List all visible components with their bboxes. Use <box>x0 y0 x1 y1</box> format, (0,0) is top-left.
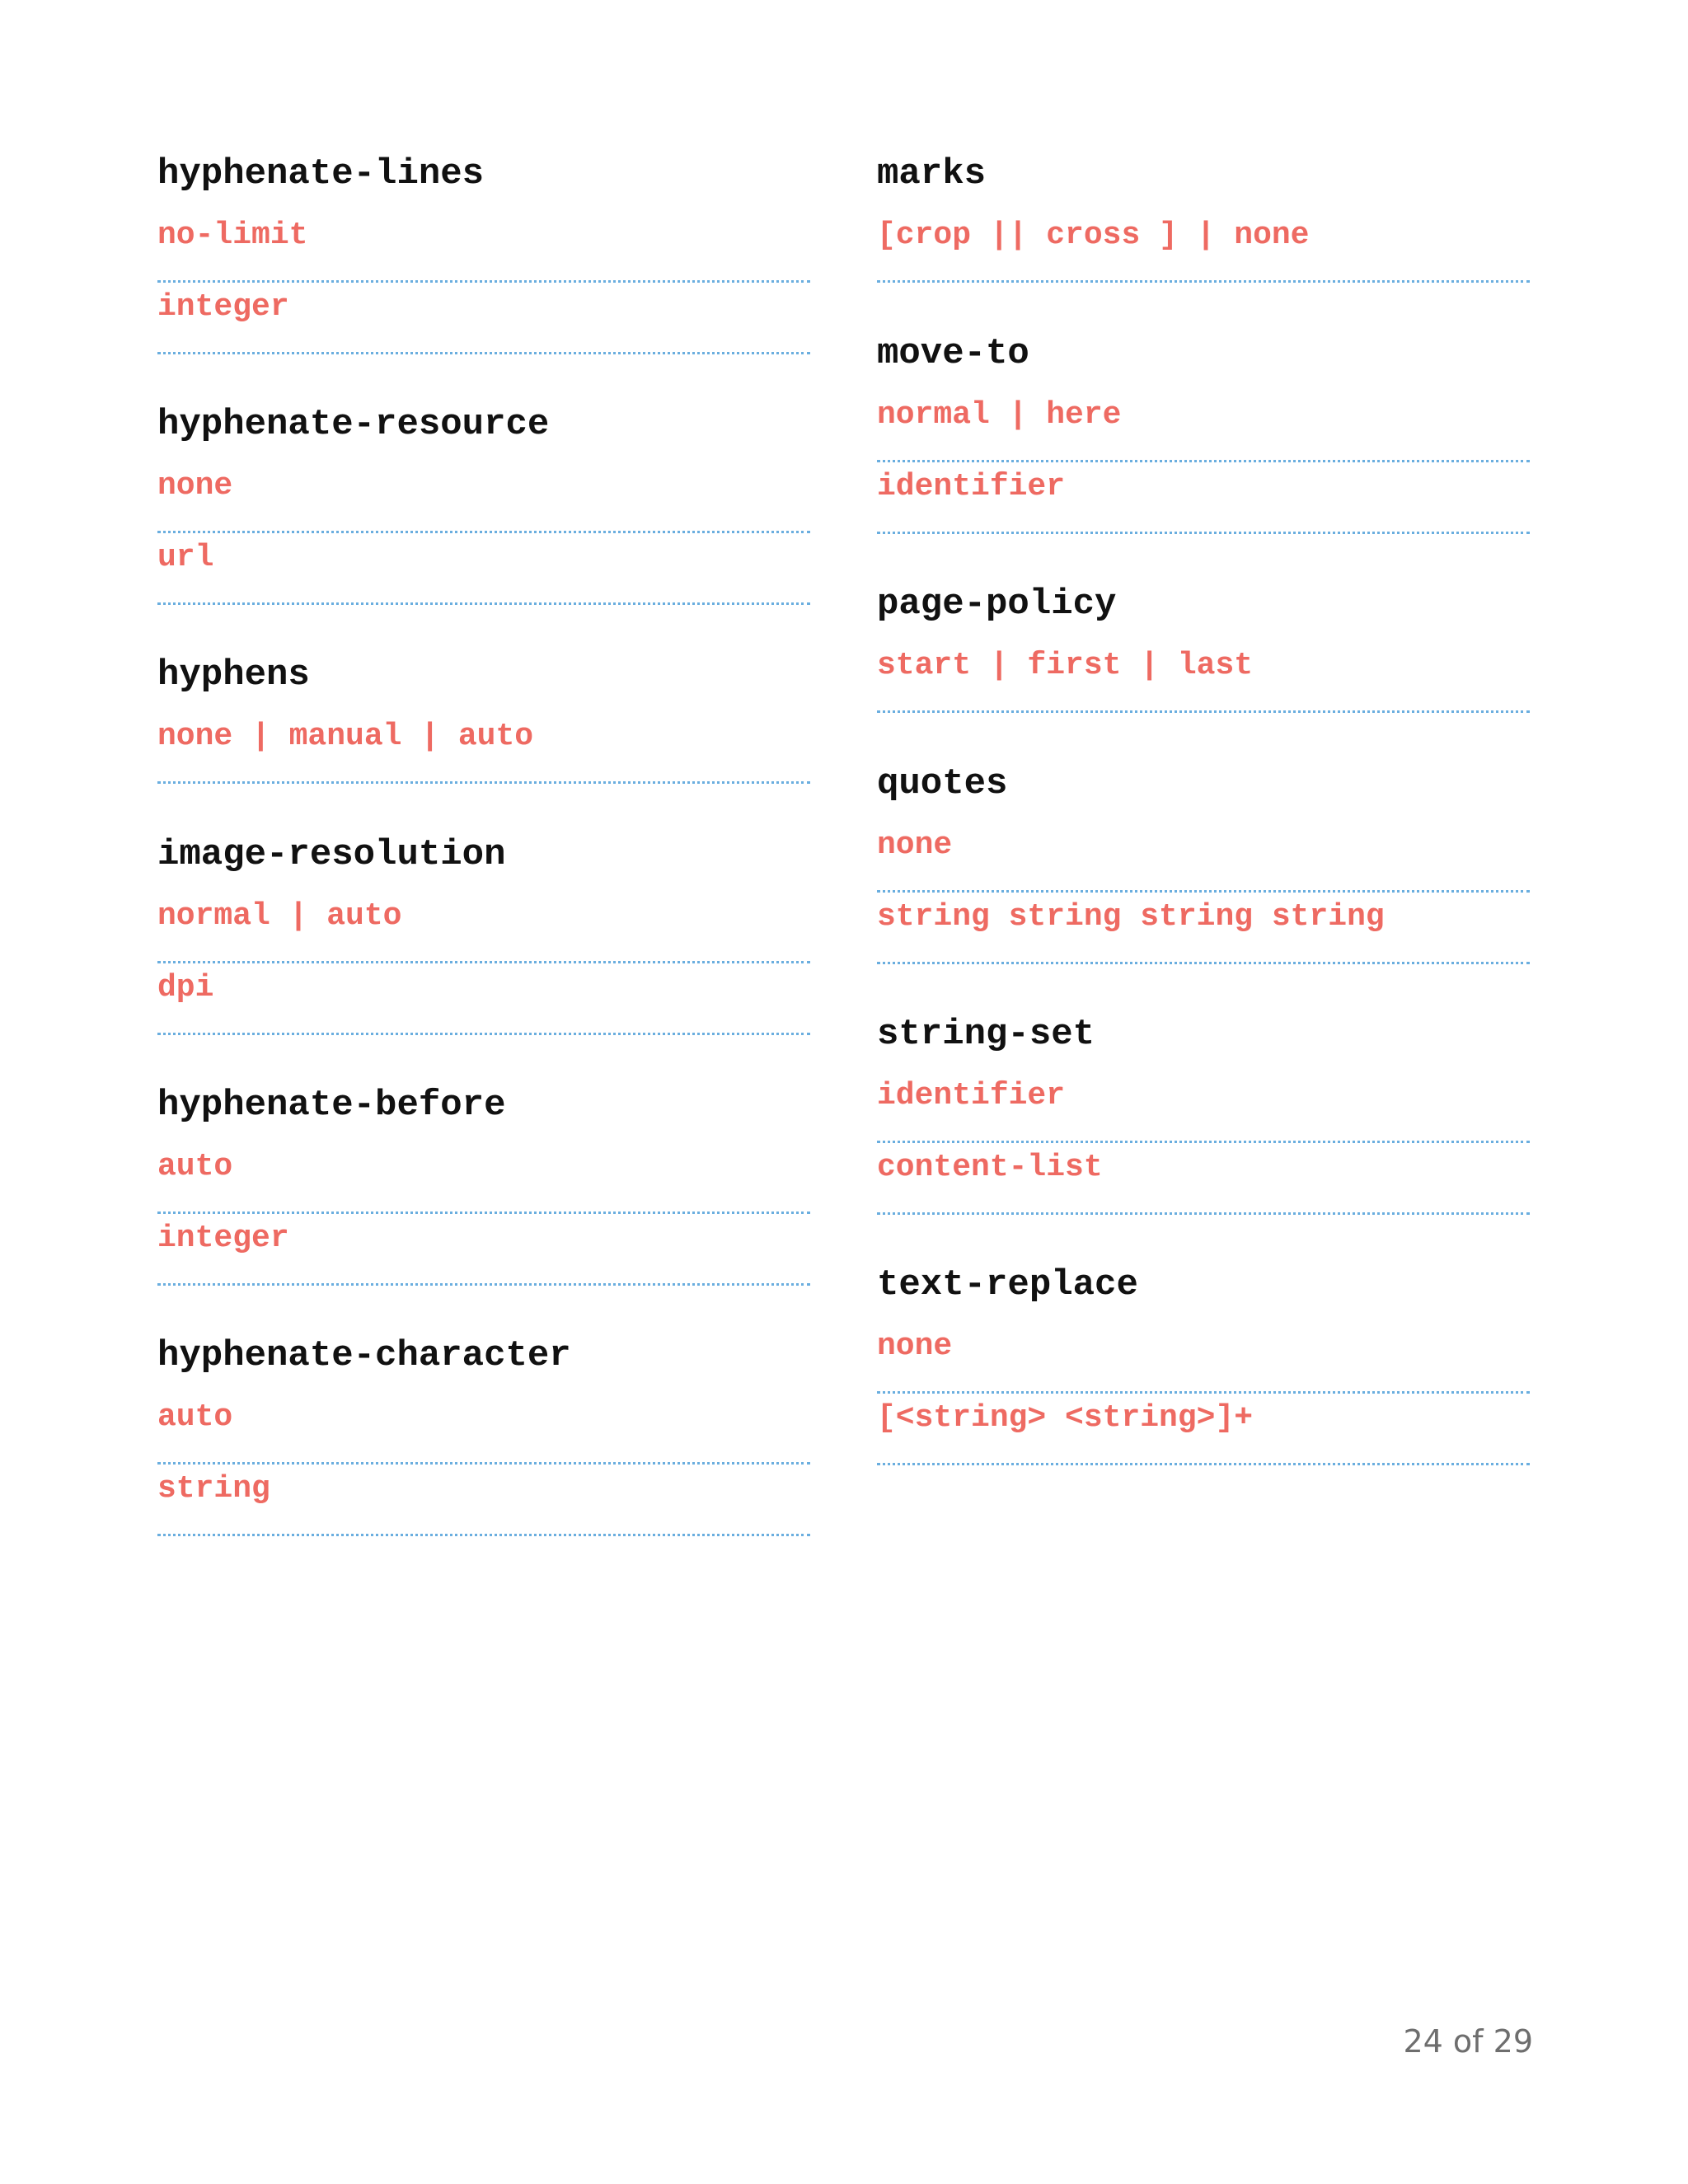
property-heading: image-resolution <box>157 834 506 875</box>
property-heading: hyphenate-character <box>157 1335 571 1376</box>
property-value <box>877 1071 1530 1143</box>
property-value <box>877 1322 1530 1394</box>
property-heading: move-to <box>877 333 1029 374</box>
property-heading: quotes <box>877 763 1008 804</box>
value-text: none <box>877 1329 953 1364</box>
property-value <box>157 1142 810 1214</box>
value-text: integer <box>157 1221 289 1256</box>
value-text: string <box>157 1471 270 1507</box>
value-text: [crop || cross ] | none <box>877 218 1310 253</box>
value-text: none <box>157 468 233 504</box>
property-value <box>157 1393 810 1465</box>
property-heading: text-replace <box>877 1264 1138 1305</box>
value-text: none | manual | auto <box>157 719 534 754</box>
property-value <box>157 533 810 605</box>
property-heading: hyphens <box>157 654 310 696</box>
value-text: auto <box>157 1149 233 1184</box>
property-value <box>877 1143 1530 1215</box>
property-value <box>877 391 1530 462</box>
value-text: start | first | last <box>877 648 1254 683</box>
property-value <box>157 712 810 784</box>
property-heading: string-set <box>877 1014 1095 1055</box>
property-value <box>157 1214 810 1286</box>
property-value <box>157 462 810 533</box>
value-text: integer <box>157 289 289 325</box>
value-text: string string string string <box>877 899 1385 935</box>
property-value <box>877 1394 1530 1465</box>
value-text: no-limit <box>157 218 308 253</box>
value-text: none <box>877 827 953 863</box>
property-value <box>877 821 1530 893</box>
value-text: identifier <box>877 469 1066 504</box>
value-text: content-list <box>877 1150 1103 1185</box>
value-text: normal | here <box>877 397 1122 433</box>
property-value <box>877 641 1530 713</box>
value-text: normal | auto <box>157 898 402 934</box>
property-heading: hyphenate-lines <box>157 153 485 194</box>
property-heading: hyphenate-before <box>157 1085 506 1126</box>
value-text: auto <box>157 1399 233 1435</box>
value-text: [<string> <string>]+ <box>877 1400 1254 1436</box>
value-text: identifier <box>877 1078 1066 1113</box>
property-value <box>157 892 810 963</box>
property-value <box>157 211 810 283</box>
property-heading: page-policy <box>877 583 1117 625</box>
property-heading: hyphenate-resource <box>157 404 550 445</box>
value-text: url <box>157 540 214 575</box>
property-value <box>877 462 1530 534</box>
property-value <box>157 1465 810 1536</box>
property-value <box>157 283 810 354</box>
value-text: dpi <box>157 970 214 1005</box>
property-value <box>877 211 1530 283</box>
property-value <box>877 893 1530 964</box>
page-number: 24 of 29 <box>1403 2023 1533 2060</box>
property-heading: marks <box>877 153 987 194</box>
property-value <box>157 963 810 1035</box>
